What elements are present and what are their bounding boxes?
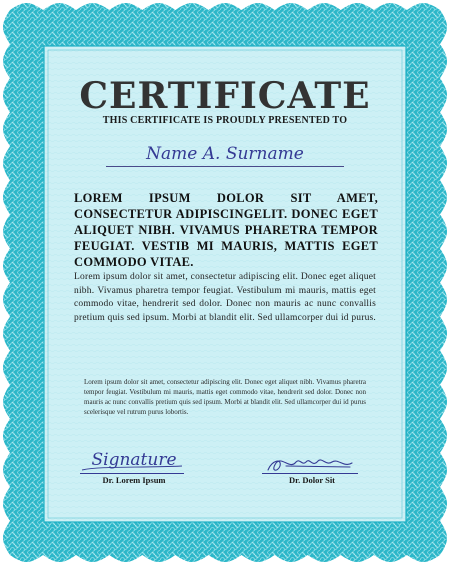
- lead-paragraph: LOREM IPSUM DOLOR SIT AMET, CONSECTETUR ADIPISCINGELIT. DONEC EGET ALIQUET NIBH. VIVAMUS PHARETRA TEMPOR FEUGIAT. VESTIB MI MAURIS, MATTIS EGET COMMODO VITAE.: [74, 191, 378, 269]
- small-print-paragraph: Lorem ipsum dolor sit amet, consectetur adipiscing elit. Donec eget aliquet nibh. Vivamus pharetra tempor feugiat. Vestibulum mi mauris, mattis eget commodo vitae, hendrerit sed dolor. Donec non mauris ac nunc convallis pretium quis sed ipsum. Morbi at blandit elit. Sed ullamcorper dui id purus scelerisque vel rutrum purus lobortis.: [84, 378, 366, 416]
- body-paragraph: Lorem ipsum dolor sit amet, consectetur adipiscing elit. Donec eget aliquet nibh. Vivamus pharetra tempor feugiat. Vestibulum mi mauris, mattis eget commodo vitae, hendrerit sed dolor. Donec non mauris ac nunc convallis pretium quis sed ipsum. Morbi at blandit elit. Sed ullamcorper dui id purus.: [74, 272, 377, 323]
- signature-line-right: [262, 473, 358, 474]
- signature-left: Signature: [91, 450, 177, 470]
- certificate-title: CERTIFICATE: [79, 75, 371, 117]
- signer-name-right: Dr. Dolor Sit: [288, 475, 336, 485]
- recipient-name: Name A. Surname: [146, 144, 304, 164]
- signer-name-left: Dr. Lorem Ipsum: [102, 475, 166, 485]
- certificate-subtitle: THIS CERTIFICATE IS PROUDLY PRESENTED TO: [102, 115, 348, 126]
- recipient-underline: [106, 166, 344, 167]
- signature-line-left: [80, 473, 184, 474]
